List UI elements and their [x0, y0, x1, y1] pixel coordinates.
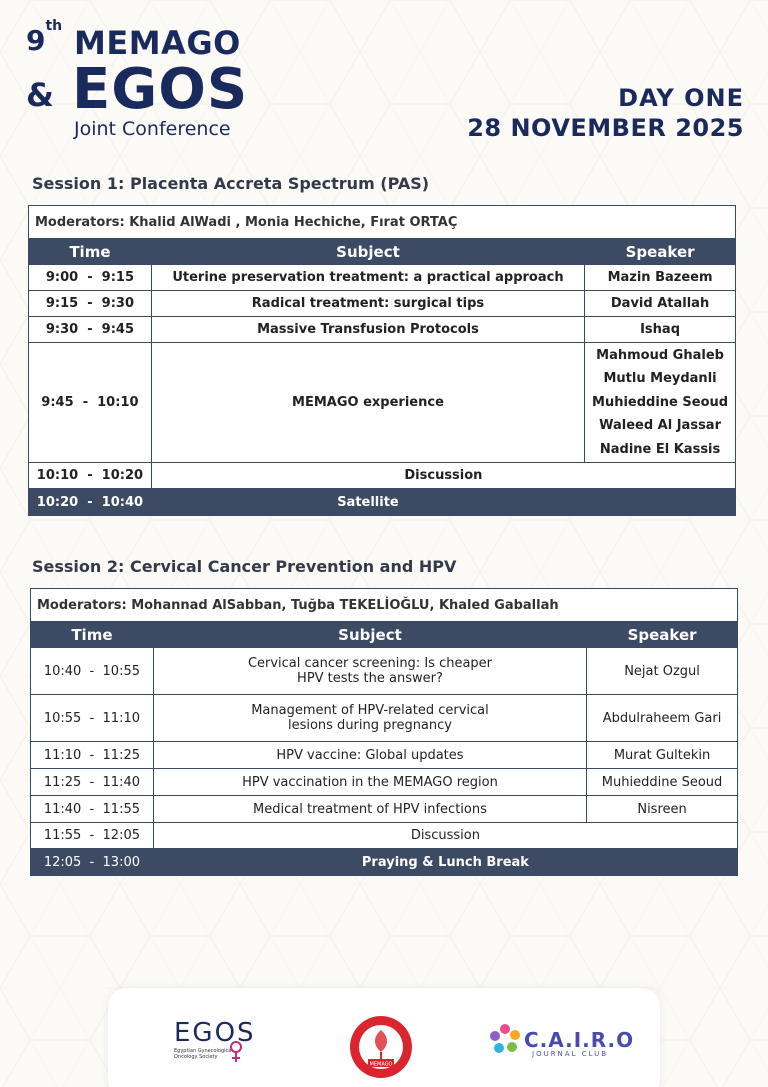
- time-cell: 9:00 - 9:15: [29, 265, 152, 291]
- speaker-cell: Nejat Ozgul: [587, 648, 738, 695]
- session1-header-row: [29, 239, 736, 265]
- speaker-cell: Abdulraheem Gari: [587, 695, 738, 742]
- speaker-cell: David Atallah: [585, 291, 736, 317]
- satellite-cell: Satellite: [151, 489, 584, 516]
- memago-seal-icon: [348, 1014, 414, 1080]
- table-row: [31, 796, 738, 823]
- time-cell: 12:05 - 13:00: [31, 849, 154, 876]
- subject-cell: Medical treatment of HPV infections: [153, 796, 586, 823]
- speaker-name: Waleed Al Jassar: [599, 418, 721, 434]
- speaker-name: Nadine El Kassis: [599, 441, 721, 457]
- subject-cell: Cervical cancer screening: Is cheaper HPV tests the answer?: [153, 648, 586, 695]
- edition-number: 9th: [26, 17, 63, 57]
- table-row: [29, 463, 736, 489]
- col-header-subject: Subject: [151, 239, 584, 265]
- time-cell: 10:55 - 11:10: [31, 695, 154, 742]
- logo-subtitle: Joint Conference: [74, 118, 231, 140]
- col-header-subject: Subject: [153, 622, 586, 648]
- time-cell: 10:40 - 10:55: [31, 648, 154, 695]
- time-cell: 9:45 - 10:10: [29, 343, 152, 463]
- time-cell: 11:25 - 11:40: [31, 769, 154, 796]
- session1-moderators-row: [29, 206, 736, 239]
- time-cell: 11:40 - 11:55: [31, 796, 154, 823]
- cairo-logo-subtext: JOURNAL CLUB: [532, 1050, 609, 1058]
- table-row: [31, 769, 738, 796]
- col-header-time: Time: [31, 622, 154, 648]
- subject-cell: Uterine preservation treatment: a practical approach: [151, 265, 584, 291]
- subject-cell: Radical treatment: surgical tips: [151, 291, 584, 317]
- conference-logo: [24, 18, 274, 143]
- egos-logo-text: EGOS: [174, 1018, 256, 1048]
- day-heading: [467, 84, 744, 142]
- time-cell: 9:30 - 9:45: [29, 317, 152, 343]
- table-row: [31, 695, 738, 742]
- table-row: [29, 317, 736, 343]
- session2-header-row: [31, 622, 738, 648]
- session1-moderators: Moderators: Khalid AlWadi , Monia Hechiche, Fırat ORTAÇ: [29, 206, 736, 239]
- table-row: [29, 265, 736, 291]
- col-header-speaker: Speaker: [585, 239, 736, 265]
- table-row: [31, 849, 738, 876]
- speaker-cell: Mazin Bazeem: [585, 265, 736, 291]
- day-date: 28 NOVEMBER 2025: [467, 114, 744, 142]
- session2-moderators-row: [31, 589, 738, 622]
- time-cell: 10:20 - 10:40: [29, 489, 152, 516]
- speaker-name: Mahmoud Ghaleb: [596, 347, 724, 363]
- speaker-name: Muhieddine Seoud: [592, 394, 729, 410]
- logo-ampersand: &: [26, 76, 54, 114]
- table-row: [29, 291, 736, 317]
- cairo-logo-text: C.A.I.R.O: [524, 1028, 635, 1052]
- session2-moderators: Moderators: Mohannad AlSabban, Tuğba TEKELİOĞLU, Khaled Gaballah: [31, 589, 738, 622]
- session2-title: Session 2: Cervical Cancer Prevention and HPV: [32, 557, 457, 576]
- table-row: [31, 648, 738, 695]
- time-cell: 9:15 - 9:30: [29, 291, 152, 317]
- discussion-cell: Discussion: [153, 823, 737, 849]
- logo-memago-text: MEMAGO: [74, 24, 241, 62]
- speaker-cell: Ishaq: [585, 317, 736, 343]
- subject-cell: Management of HPV-related cervical lesions during pregnancy: [153, 695, 586, 742]
- speaker-cell: Nisreen: [587, 796, 738, 823]
- cairo-flower-icon: [488, 1022, 522, 1056]
- svg-text:MEMAGO: MEMAGO: [369, 1061, 393, 1068]
- female-symbol-icon: [226, 1040, 246, 1064]
- speaker-cell: Muhieddine Seoud: [587, 769, 738, 796]
- speaker-cell: Murat Gultekin: [587, 742, 738, 769]
- sponsor-footer: [108, 988, 660, 1087]
- table-row: [31, 823, 738, 849]
- subject-cell: MEMAGO experience: [151, 343, 584, 463]
- memago-seal-logo: [348, 1014, 414, 1084]
- subject-cell: HPV vaccination in the MEMAGO region: [153, 769, 586, 796]
- time-cell: 11:55 - 12:05: [31, 823, 154, 849]
- session1-title: Session 1: Placenta Accreta Spectrum (PAS): [32, 174, 430, 193]
- table-row: [29, 489, 736, 516]
- time-cell: 10:10 - 10:20: [29, 463, 152, 489]
- session2-table: [30, 588, 738, 876]
- speaker-name: Mutlu Meydanli: [603, 371, 717, 387]
- egos-society-logo: [174, 1018, 264, 1078]
- empty-cell: [585, 489, 736, 516]
- session1-table: [28, 205, 736, 516]
- egos-logo-subtext: Egyptian Gynecological Oncology Society: [174, 1048, 233, 1060]
- subject-cell: Massive Transfusion Protocols: [151, 317, 584, 343]
- speaker-list-cell: [585, 343, 736, 463]
- col-header-time: Time: [29, 239, 152, 265]
- discussion-cell: Discussion: [151, 463, 735, 489]
- col-header-speaker: Speaker: [587, 622, 738, 648]
- subject-cell: HPV vaccine: Global updates: [153, 742, 586, 769]
- time-cell: 11:10 - 11:25: [31, 742, 154, 769]
- table-row: [31, 742, 738, 769]
- table-row: [29, 343, 736, 463]
- day-label: DAY ONE: [618, 84, 744, 112]
- break-cell: Praying & Lunch Break: [153, 849, 737, 876]
- logo-egos-text: EGOS: [72, 57, 249, 122]
